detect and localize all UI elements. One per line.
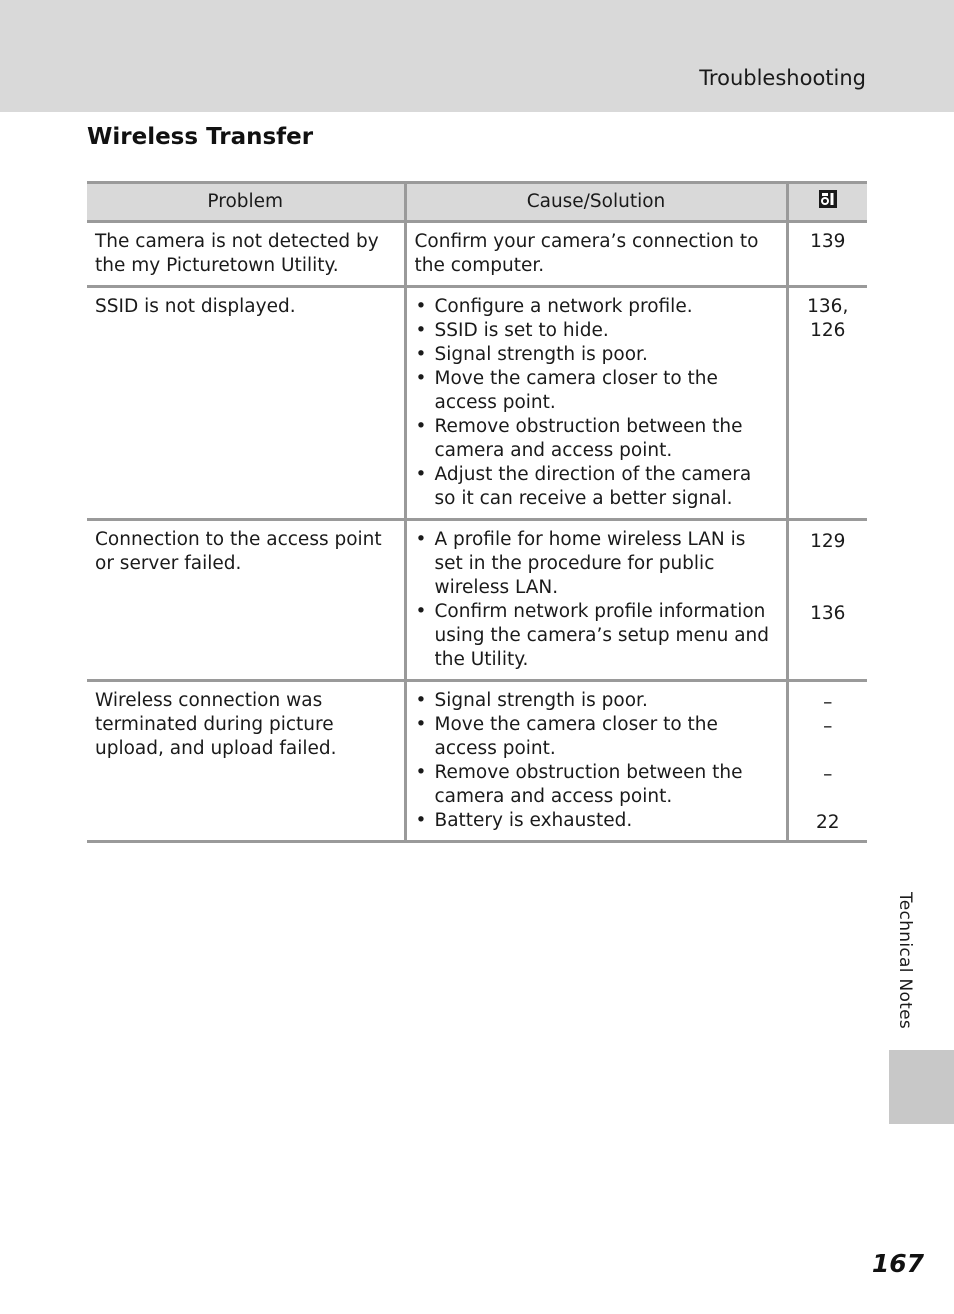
page-ref: 136, [807,296,849,317]
problem-cell: SSID is not displayed. [87,287,405,520]
list-item: • Configure a network profile. [415,295,778,319]
solution-list [415,295,778,511]
side-tab-label: Technical Notes [895,892,915,1030]
page-ref: – [823,715,833,737]
list-item: • Adjust the direction of the camera so it can receive a better signal. [415,463,778,511]
list-item: • Move the camera closer to the access point. [415,367,778,415]
page-ref: 136 [810,602,846,624]
list-item: • Signal strength is poor. [415,343,778,367]
table-row [87,222,867,287]
side-tab [889,1050,954,1124]
list-item: • Remove obstruction between the camera and access point. [415,415,778,463]
header-problem: Problem [87,183,405,222]
solution-cell [405,681,787,842]
solution-cell [405,222,787,287]
page-number: 167 [871,1249,924,1278]
troubleshooting-table [87,181,867,843]
solution-text: Confirm your camera’s connection to the computer. [414,231,759,276]
list-item: • Move the camera closer to the access point. [415,713,778,761]
solution-cell [405,520,787,681]
page-ref-cell [787,681,867,842]
page-ref: 126 [810,320,846,341]
list-item: • SSID is set to hide. [415,319,778,343]
list-item: • Confirm network profile information using the camera’s setup menu and the Utility. [415,600,778,672]
page-ref-cell [787,222,867,287]
page-ref-cell [787,520,867,681]
solution-cell [405,287,787,520]
page-ref: 139 [810,231,846,252]
page-ref: 22 [815,811,840,833]
table-header-row [87,183,867,222]
list-item: • Remove obstruction between the camera and access point. [415,761,778,809]
solution-list [415,689,778,833]
table-row [87,520,867,681]
page-ref: – [823,763,833,785]
header-cause-solution: Cause/Solution [405,183,787,222]
page-reference-icon [818,189,838,216]
page-ref-cell [787,287,867,520]
running-header: Troubleshooting [699,66,866,90]
table-row [87,681,867,842]
header-page-reference [787,183,867,222]
list-item: • A profile for home wireless LAN is set in the procedure for public wireless LAN. [415,528,778,600]
problem-cell: Connection to the access point or server failed. [87,520,405,681]
table-row [87,287,867,520]
list-item: • Battery is exhausted. [415,809,778,833]
list-item: • Signal strength is poor. [415,689,778,713]
problem-cell: Wireless connection was terminated during picture upload, and upload failed. [87,681,405,842]
section-title: Wireless Transfer [87,124,314,150]
page-ref: 129 [810,530,846,552]
solution-list [415,528,778,672]
problem-cell: The camera is not detected by the my Picturetown Utility. [87,222,405,287]
page-ref: – [823,691,833,713]
table-body [87,222,867,842]
header-band [0,0,954,112]
